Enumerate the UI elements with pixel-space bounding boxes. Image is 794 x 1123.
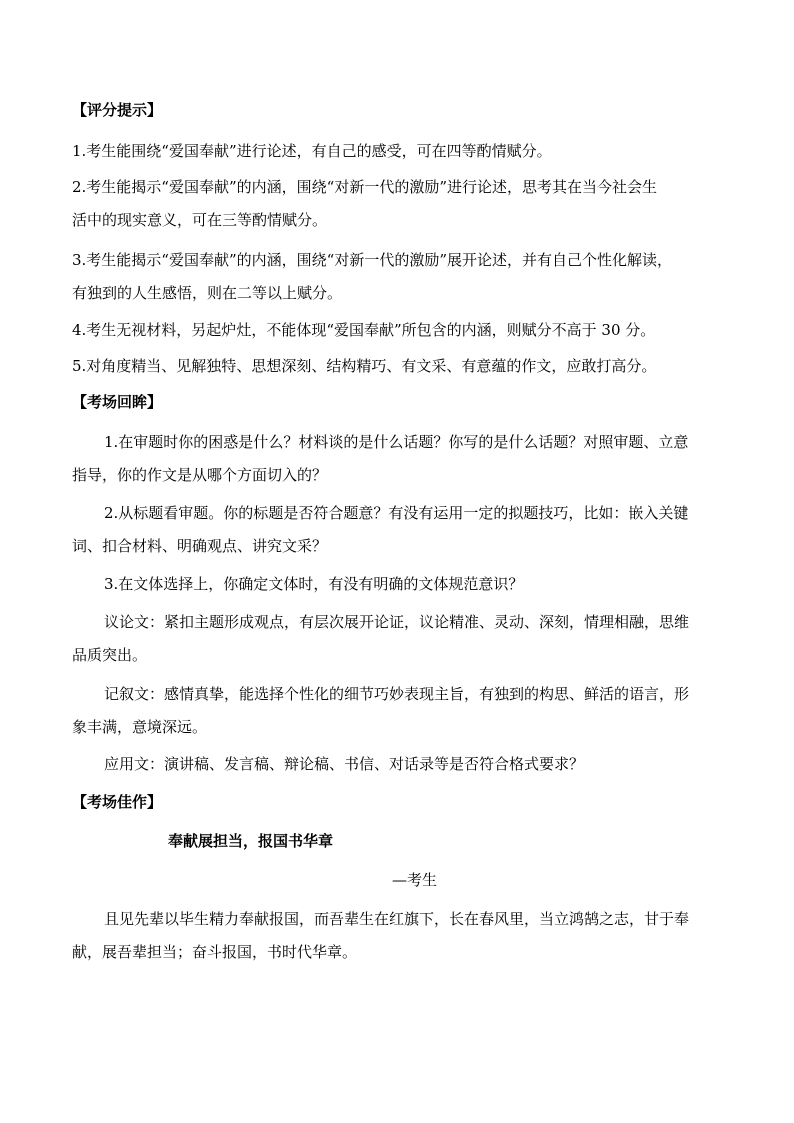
scoring-item-3-line-1: 3.考生能揭示“爱国奉献”的内涵，围绕“对新一代的激励”展开论述，并有自己个性化解读， [72, 251, 672, 269]
review-question-3: 3.在文体选择上，你确定文体时，有没有明确的文体规范意识？ [104, 575, 524, 593]
scoring-item-4: 4.考生无视材料，另起炉灶，不能体现“爱国奉献”所包含的内涵，则赋分不高于 30 分。 [72, 321, 656, 339]
scoring-item-2-line-1: 2.考生能揭示“爱国奉献”的内涵，围绕“对新一代的激励”进行论述，思考其在当今社会生 [72, 178, 657, 196]
scoring-item-1: 1.考生能围绕“爱国奉献”进行论述，有自己的感受，可在四等酌情赋分。 [72, 142, 552, 160]
practical-writing: 应用文：演讲稿、发言稿、辩论稿、书信、对话录等是否符合格式要求？ [104, 755, 585, 773]
essay-paragraph-1-line-1: 且见先辈以毕生精力奉献报国，而吾辈生在红旗下，长在春风里，当立鸿鹄之志，甘于奉 [104, 910, 690, 928]
narrative-essay-line-1: 记叙文：感情真挚，能选择个性化的细节巧妙表现主旨，有独到的构思、鲜活的语言，形 [104, 685, 690, 703]
scoring-item-3-line-2: 有独到的人生感悟，则在二等以上赋分。 [72, 284, 343, 302]
essay-title: 奉献展担当，报国书华章 [168, 832, 334, 850]
scoring-heading: 【评分提示】 [72, 101, 163, 119]
review-question-2-line-1: 2.从标题看审题。你的标题是否符合题意？有没有运用一定的拟题技巧，比如：嵌入关键 [104, 504, 689, 522]
argument-essay-line-1: 议论文：紧扣主题形成观点，有层次展开论证，议论精准、灵动、深刻，情理相融，思维 [104, 613, 690, 631]
argument-essay-line-2: 品质突出。 [72, 646, 148, 664]
review-heading: 【考场回眸】 [72, 393, 163, 411]
essay-paragraph-1-line-2: 献，展吾辈担当；奋斗报国，书时代华章。 [72, 943, 358, 961]
essay-heading: 【考场佳作】 [72, 793, 163, 811]
scoring-item-2-line-2: 活中的现实意义，可在三等酌情赋分。 [72, 211, 328, 229]
review-question-1-line-1: 1.在审题时你的困惑是什么？材料谈的是什么话题？你写的是什么话题？对照审题、立意 [104, 433, 689, 451]
essay-author: —考生 [392, 871, 438, 889]
review-question-1-line-2: 指导，你的作文是从哪个方面切入的？ [72, 466, 328, 484]
narrative-essay-line-2: 象丰满，意境深远。 [72, 718, 208, 736]
review-question-2-line-2: 词、扣合材料、明确观点、讲究文采？ [72, 537, 328, 555]
scoring-item-5: 5.对角度精当、见解独特、思想深刻、结构精巧、有文采、有意蕴的作文，应敢打高分。 [72, 357, 657, 375]
